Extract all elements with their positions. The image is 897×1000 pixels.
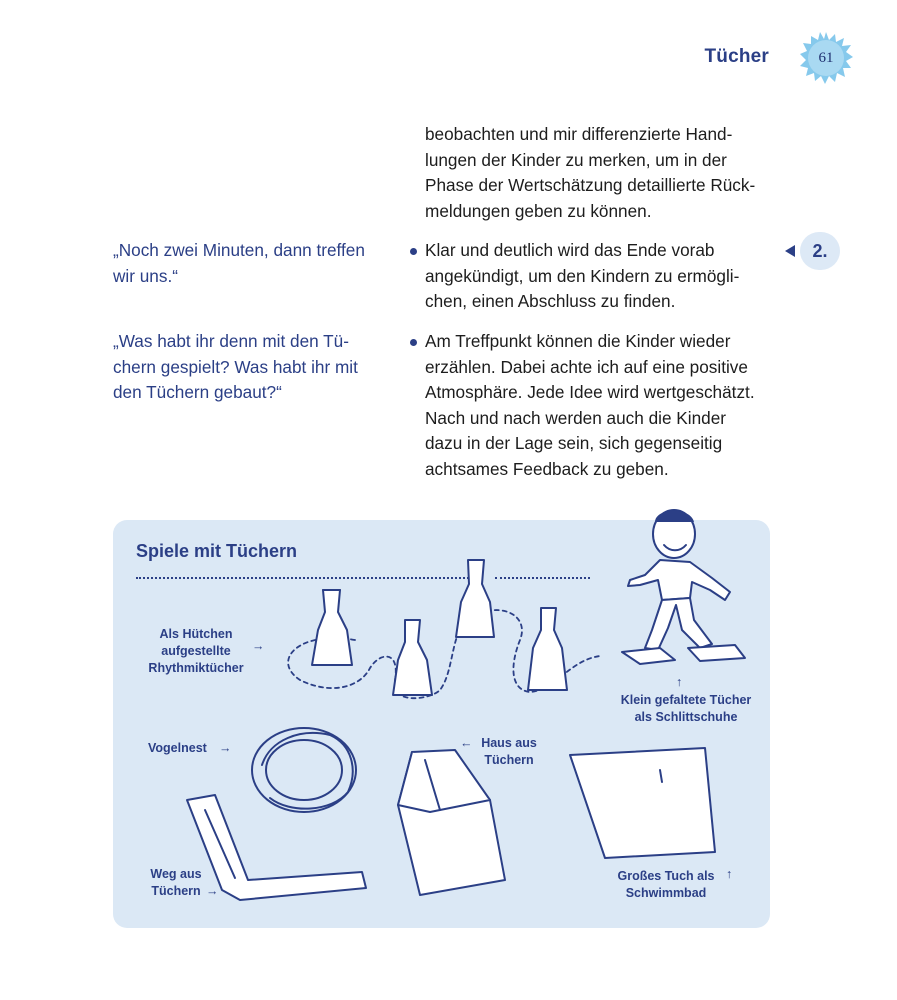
caption-line: Haus aus — [481, 736, 537, 750]
caption-schlittschuhe — [600, 692, 772, 726]
caption-line: Rhythmiktücher — [148, 661, 244, 675]
page-number: 61 — [818, 50, 834, 66]
caption-line: Vogelnest — [148, 741, 207, 755]
cone-hat-icon — [312, 590, 352, 665]
arrow-right-icon: → — [206, 884, 219, 898]
caption-line: als Schlittschuhe — [634, 710, 738, 724]
caption-line: aufgestellte — [161, 644, 231, 658]
caption-line: Schwimmbad — [625, 886, 707, 900]
caption-line: Klein gefaltete Tücher — [620, 693, 752, 707]
step-marker-label: 2. — [812, 241, 828, 261]
caption-line: Tüchern — [151, 884, 201, 898]
caption-weg — [144, 866, 208, 900]
arrow-right-icon: → — [219, 741, 232, 755]
quote-line: den Tüchern gebaut?“ — [113, 382, 282, 403]
caption-line: Tüchern — [484, 753, 534, 767]
quote-line: „Was habt ihr denn mit den Tü- — [113, 331, 349, 351]
running-header-title: Tücher — [704, 46, 769, 67]
text-line: erzählen. Dabei achte ich auf eine positive — [425, 356, 748, 377]
boy-skating-icon — [628, 510, 730, 650]
bird-nest-icon — [252, 728, 356, 812]
text-line: Am Treffpunkt können die Kinder wieder — [425, 331, 731, 351]
cloth-house-icon — [398, 750, 505, 895]
text-line: chen, einen Abschluss zu finden. — [425, 291, 676, 312]
text-line: Nach und nach werden auch die Kinder — [425, 407, 726, 428]
cone-hat-icon — [456, 560, 494, 637]
arrow-up-icon: ↑ — [726, 867, 733, 881]
caption-line: Großes Tuch als — [617, 869, 715, 883]
caption-vogelnest — [148, 740, 207, 757]
text-line: Klar und deutlich wird das Ende vorab — [425, 240, 715, 260]
text-line: dazu in der Lage sein, sich gegenseitig — [425, 433, 723, 454]
panel-title: Spiele mit Tüchern — [136, 541, 298, 561]
text-line: lungen der Kinder zu merken, um in der — [425, 149, 727, 170]
caption-schwimmbad — [612, 868, 720, 902]
arrow-left-icon: ← — [460, 736, 473, 750]
quote-line: chern gespielt? Was habt ihr mit — [113, 356, 358, 377]
arrow-right-icon: → — [252, 639, 265, 653]
text-line: Phase der Wertschätzung detaillierte Rück- — [425, 175, 756, 196]
caption-line: Weg aus — [150, 867, 202, 881]
text-line: achtsames Feedback zu geben. — [425, 458, 669, 479]
cone-hat-icon — [393, 620, 432, 695]
text-line: beobachten und mir differenzierte Hand- — [425, 124, 733, 144]
caption-huetchen — [140, 626, 252, 677]
quote-line: wir uns.“ — [113, 265, 178, 286]
folded-cloth-skate-icon — [622, 645, 745, 664]
text-line: meldungen geben zu können. — [425, 200, 652, 221]
caption-line: Als Hütchen — [159, 627, 233, 641]
caption-haus — [478, 735, 540, 769]
text-line: Atmosphäre. Jede Idee wird wertgeschätzt. — [425, 382, 755, 403]
text-line: angekündigt, um den Kindern zu ermögli- — [425, 265, 740, 286]
cone-hat-icon — [528, 608, 567, 690]
big-cloth-pool-icon — [570, 748, 715, 858]
arrow-up-icon: ↑ — [676, 675, 683, 689]
quote-line: „Noch zwei Minuten, dann treffen — [113, 240, 365, 260]
